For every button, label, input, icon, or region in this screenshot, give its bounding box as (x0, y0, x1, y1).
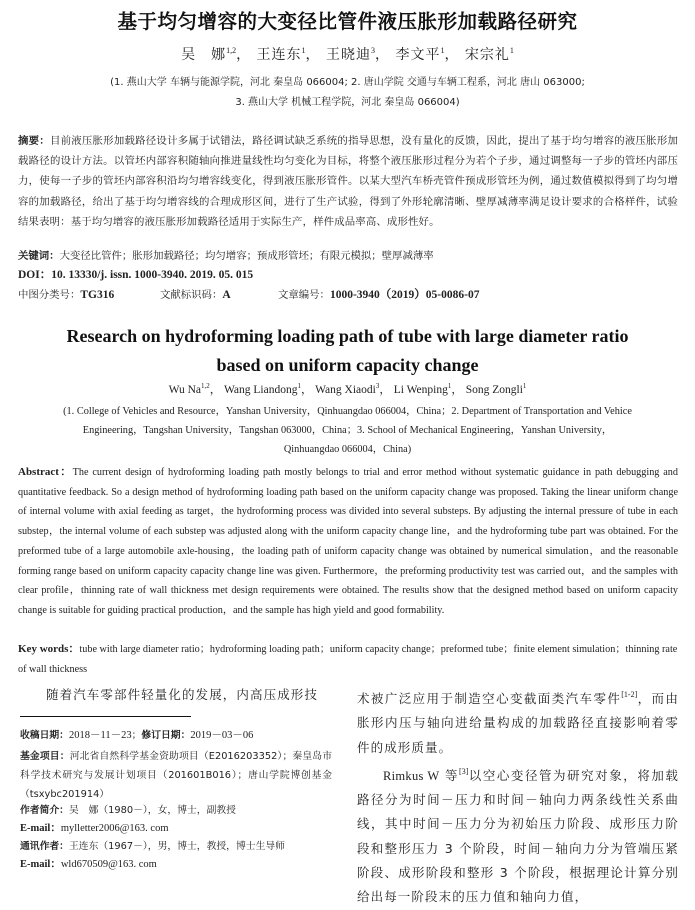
author-name: Song Zongli (465, 384, 523, 396)
fund-label: 基金项目： (20, 751, 70, 762)
author-name: 吴 娜 (181, 47, 227, 63)
doc-code-label: 文献标识码： (160, 289, 223, 301)
chinese-abstract-label: 摘要： (18, 135, 50, 147)
doi-value: 10. 13330/j. issn. 1000-3940. 2019. 05. 015 (51, 269, 254, 281)
author-affiliation-sup: 1 (440, 46, 445, 55)
author-intro-label: 作者简介： (20, 805, 69, 816)
chinese-keywords-text: 大变径比管件；胀形加载路径；均匀增容；预成形管坯；有限元模拟；壁厚减薄率 (59, 250, 434, 262)
english-title-line: based on uniform capacity change (216, 355, 479, 375)
citation[interactable]: [3] (459, 766, 469, 776)
author-affiliation-sup: 1,2 (226, 46, 237, 55)
author-separator: ， (209, 384, 222, 396)
footnote-dates (20, 729, 338, 742)
author-affiliation-sup: 1,2 (201, 382, 210, 390)
author-name: Wang Liandong (223, 384, 298, 396)
author-affiliation-sup: 1 (522, 382, 527, 390)
clc-value: TG316 (80, 289, 115, 301)
email-label: E-mail： (20, 823, 61, 834)
author-affiliation-sup: 1 (447, 382, 452, 390)
email-address[interactable]: wld670509@163. com (60, 859, 157, 870)
author-name: Wang Xiaodi (315, 384, 376, 396)
article-no-group (278, 286, 479, 302)
chinese-title: 基于均匀增容的大变径比管件液压胀形加载路径研究 (117, 10, 578, 33)
received-label: 收稿日期： (20, 730, 69, 741)
body-left-column (20, 683, 338, 707)
body-right-column (357, 683, 679, 910)
doi-label: DOI： (18, 269, 52, 281)
body-paragraph: ，而由胀形内压与轴向进给量构成的加载路径直接影响着零件的成形质量。 (357, 691, 679, 755)
footnote-corresponding-author (20, 840, 338, 853)
author-affiliation-sup: 1 (509, 46, 514, 55)
author-separator: ， (236, 47, 252, 63)
footnote-divider (20, 716, 191, 717)
english-keywords-label: Key words： (18, 643, 80, 655)
footnote-separator: ； (131, 730, 142, 741)
chinese-keywords-label: 关键词： (18, 250, 60, 262)
doc-code-group (160, 286, 231, 301)
clc-label: 中图分类号： (18, 289, 81, 301)
doi-line (18, 266, 253, 282)
cited-author: Rimkus W (383, 768, 440, 783)
english-affiliation-line: Qinhuangdao 066004，China) (283, 444, 412, 455)
body-paragraph: 以空心变径管为研究对象，将加载路径分为时间－压力和时间－轴向力两条线性关系曲线，其中时间－压力分为初始压力阶段、成形压力阶段和整形压力 3 个阶段，时间－轴向力分为管端压紧阶段、成形阶段和整形 3 个阶段，根据理论计算分别给出每一阶段末的压力值和轴向力值， (357, 767, 680, 905)
chinese-abstract-text: 目前液压胀形加载路径设计多属于试错法，路径调试缺乏系统的指导思想，没有量化的反馈，因此，提出了基于均匀增容的液压胀形加载路径的设计方法。以管坯内部容积随轴向推进量线性均匀变化为目标，将整个液压胀形过程分为若个子步，通过调整每一子步的管坯内部压力，使每一子步的管坯内部容积沿均匀增容线变化，得到液压胀形管件。以某大型汽车桥壳管件预成形管坯为例，通过数值模拟得到了均匀增容的加载路径，给出了基于均匀增容线的合理成形区间，进行了生产试验，得到了外形轮廓清晰、壁厚减薄率满足设计要求的合格样件，试验结果表明：基于均匀增容的液压胀形加载路径适用于实际生产，样件成品率高、成形性好。 (18, 135, 679, 228)
author-separator: ， (444, 47, 460, 63)
email-address[interactable]: mylletter2006@163. com (60, 823, 169, 834)
chinese-affiliation-line: (1. 燕山大学 车辆与能源学院，河北 秦皇岛 066004; 2. 唐山学院 交通与车辆工程系，河北 唐山 063000; (110, 77, 585, 88)
footnote-email-1 (20, 822, 338, 835)
chinese-abstract (18, 131, 678, 232)
revised-date: 2019－03－06 (190, 730, 254, 741)
english-abstract (18, 463, 678, 621)
revised-label: 修订日期： (141, 730, 191, 741)
corresponding-label: 通讯作者： (20, 841, 69, 852)
body-paragraph: 术被广泛应用于制造空心变截面类汽车零件 (357, 691, 622, 706)
chinese-affiliation-line: 3. 燕山大学 机械工程学院，河北 秦皇岛 066004) (235, 97, 460, 108)
fund-text: 河北省自然科学基金资助项目（E2016203352）；秦皇岛市科学技术研究与发展计划项目（201601B016）；唐山学院博创基金（tsxybc201914） (20, 751, 333, 800)
english-abstract-text: The current design of hydroforming loading path mostly belongs to trial and error method without systematic guidance in path debugging and quantitative feedback. So a design method of hydroforming loading path based on the uniform capacity change was proposed. Taking the linear uniform change of internal volume with axial feeding as target，the hydroforming process was divided into several substeps. By adjusting the internal pressure of tube in each substep，the internal volume of each substep was adjusted along with the uniform capacity change line，and the hydroforming tube part was obtained. For the preformed tube of a large automobile axle-housing，the loading path of uniform capacity change was obtained by numerical simulation，and the reasonable forming range based on uniform capacity capacity change line was given. Furthermore，the preforming productivity test was carried out，and the samples with clear profile，thinning rate of wall thickness met design requirements were obtained. The results show that the designed method based on uniform capacity change is suitable for guiding practical production，and the sample has high yield and good formability. (18, 467, 678, 616)
author-name: Wu Na (168, 384, 202, 396)
author-separator: ， (451, 384, 463, 396)
author-name: Li Wenping (393, 384, 448, 396)
doc-code-value: A (222, 289, 231, 301)
received-date: 2018－11－23 (68, 730, 132, 741)
english-authors (0, 381, 695, 397)
clc-group (18, 286, 114, 301)
author-separator: ， (379, 384, 391, 396)
author-separator: ， (300, 384, 313, 396)
author-name: 王晓迪 (326, 47, 371, 63)
author-name: 宋宗礼 (464, 47, 510, 63)
citation[interactable]: [1-2] (621, 690, 638, 699)
author-separator: ， (375, 47, 390, 63)
footnote-author-intro (20, 804, 338, 817)
email-label: E-mail： (20, 859, 61, 870)
english-keywords-text: tube with large diameter ratio；hydroforming loading path；uniform capacity change；preformed tube；finite element simulation；thinning rate of wall thickness (18, 644, 678, 675)
footnote-email-2 (20, 858, 338, 871)
author-name: 李文平 (395, 47, 441, 63)
author-affiliation-sup: 1 (297, 382, 301, 390)
corresponding-text: 王连东（1967－），男，博士，教授，博士生导师 (68, 841, 285, 852)
author-intro-text: 吴 娜（1980－），女，博士，副教授 (68, 805, 236, 816)
english-affiliation-line: Engineering，Tangshan University，Tangshan 063000，China；3. School of Mechanical Engineering，Yanshan University， (82, 425, 613, 436)
footnote-fund (20, 747, 332, 804)
english-title (0, 322, 695, 380)
chinese-authors (0, 44, 695, 64)
author-affiliation-sup: 3 (375, 382, 380, 390)
english-title-line: Research on hydroforming loading path of tube with large diameter ratio (66, 326, 629, 346)
english-affiliation-line: (1. College of Vehicles and Resource，Yanshan University，Qinhuangdao 066004，China；2. Department of Transportation and Vehice (63, 406, 632, 417)
english-keywords (18, 640, 678, 679)
body-paragraph: 等 (444, 767, 460, 783)
english-abstract-label: Abstract： (18, 466, 73, 478)
chinese-keywords (18, 247, 434, 262)
author-name: 王连东 (256, 47, 302, 63)
author-affiliation-sup: 3 (371, 46, 375, 55)
author-separator: ， (305, 47, 321, 63)
article-no-value: 1000-3940（2019）05-0086-07 (329, 289, 480, 301)
article-no-label: 文章编号： (278, 289, 330, 301)
author-affiliation-sup: 1 (301, 46, 306, 55)
body-paragraph: 随着汽车零部件轻量化的发展，内高压成形技 (46, 687, 319, 702)
